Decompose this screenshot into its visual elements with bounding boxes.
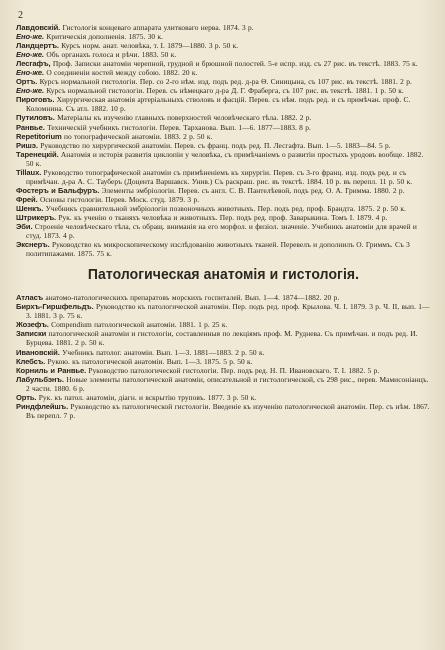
catalog-entry bbox=[16, 123, 431, 132]
entry-author: Штрикеръ. bbox=[16, 212, 57, 222]
catalog-entry bbox=[16, 23, 431, 32]
entry-author: Лабульбэнъ. bbox=[16, 374, 64, 384]
entry-author: Экснеръ. bbox=[16, 240, 50, 250]
catalog-entry bbox=[16, 77, 431, 86]
catalog-entry bbox=[16, 375, 431, 393]
entry-text: Проф. Записки анатоміи черепной, грудной и брюшной полостей. 5-е испр. изд. съ 27 рис. въ текстѣ. 1883. 75 к. bbox=[52, 59, 418, 69]
section-heading: Патологическая анатомія и гистологія. bbox=[87, 266, 360, 284]
entry-author: Ландцертъ. bbox=[16, 41, 59, 51]
entry-author: Корниль и Ранвье. bbox=[16, 365, 87, 375]
catalog-entry bbox=[16, 357, 431, 366]
entry-text: Учебникъ патолог. анатоміи. Вып. 1—3. 1881—1883. 2 р. 50 к. bbox=[62, 347, 265, 357]
entry-text: Руководство къ патологической гистологіи. Введеніе къ изученію патологической анатоміи. Пер. съ нѣм. 1867. Въ перепл. 7 р. bbox=[26, 401, 430, 420]
entry-text: Compendium патологической анатоміи. 1881. 1 р. 25 к. bbox=[51, 320, 228, 330]
entry-author: Жозефъ. bbox=[16, 320, 49, 330]
catalog-entry bbox=[16, 195, 431, 204]
entry-text: Рук. къ ученію о тканяхъ человѣка и животныхъ. Пер. подъ ред. проф. Заварыкина. Томъ І. 1879. 4 р. bbox=[58, 212, 388, 222]
catalog-entry bbox=[16, 186, 431, 195]
catalog-entry bbox=[16, 50, 431, 59]
entry-author: Бирхъ-Гиршфельдъ. bbox=[16, 302, 94, 312]
entry-text: по топографической анатоміи. 1883. 2 р. 50 к. bbox=[63, 131, 213, 141]
catalog-entry bbox=[16, 41, 431, 50]
entry-author: Фостеръ и Бальфуръ. bbox=[16, 185, 100, 195]
entry-author: Ортъ. bbox=[16, 77, 38, 87]
catalog-entry bbox=[16, 393, 431, 402]
entry-text: патологической анатоміи и гистологіи, составленныя по лекціямъ проф. М. Руднева. Съ примѣчан. и подъ ред. И. Бурцева. 1881. 2 р. 50 к. bbox=[26, 329, 418, 348]
catalog-entry bbox=[16, 59, 431, 68]
page-number: 2 bbox=[18, 10, 23, 21]
pathological-anatomy-section bbox=[16, 293, 431, 420]
catalog-entry bbox=[16, 293, 431, 302]
entry-text: анатомо-патологическихъ препаратовъ морскихъ госпиталей. Вып. 1—4. 1874—1882. 20 р. bbox=[45, 293, 340, 303]
catalog-entry bbox=[16, 204, 431, 213]
catalog-entry bbox=[16, 320, 431, 329]
entry-author: Ранвье. bbox=[16, 122, 45, 132]
entry-author: Ришэ. bbox=[16, 140, 38, 150]
catalog-entry bbox=[16, 222, 431, 240]
entry-author: Риндфлейшъ. bbox=[16, 401, 69, 411]
catalog-entry bbox=[16, 366, 431, 375]
entry-author: Лавдовскій. bbox=[16, 23, 61, 32]
entry-author: Орть. bbox=[16, 392, 37, 402]
catalog-entry bbox=[16, 150, 431, 168]
catalog-entry bbox=[16, 348, 431, 357]
entry-author: Пироговъ. bbox=[16, 95, 55, 105]
entry-text: Объ органахъ голоса и рѣчи. 1883. 50 к. bbox=[46, 50, 177, 60]
entry-text: Гистологія концеваго аппарата улитковаго нерва. 1874. 3 р. bbox=[62, 23, 254, 32]
entry-text: Рукою. къ патологической анатоміи. Вып. 1—3. 1875. 5 р. 50 к. bbox=[47, 356, 253, 366]
entry-author: Ено-же. bbox=[16, 86, 45, 96]
entry-text: Хирургическая анатомія артеріальныхъ стволовъ и фасцій. Перев. съ нѣм. подъ ред. и съ примѣчан. проф. С. Коломнина. Съ атл. 1882. 10 р. bbox=[26, 95, 411, 114]
entry-author: Фрей. bbox=[16, 194, 38, 204]
entry-text: Элементы эмбріологіи. Перев. съ англ. С. В. Пантелѣевой, подъ ред. О. А. Гримма. 1880. 2 р. bbox=[101, 185, 405, 195]
entry-text: Матеріалы къ изученію главныхъ поверхностей человѣческаго тѣла. 1882. 2 р. bbox=[57, 113, 312, 123]
entry-text: Техническій учебникъ гистологіи. Перев. Тарханова. Вып. 1—6. 1877—1883. 8 р. bbox=[47, 122, 311, 132]
catalog-entry bbox=[16, 402, 431, 420]
entry-text: Критическія дополненія. 1875. 30 к. bbox=[46, 32, 164, 42]
catalog-entry bbox=[16, 32, 431, 41]
catalog-entry bbox=[16, 168, 431, 186]
entry-author: Repetitorium bbox=[16, 131, 62, 141]
entry-author: Эби. bbox=[16, 222, 33, 232]
entry-text: Строеніе человѣческаго тѣла, съ обращ. вниманія на его морфол. и физіол. значеніе. Учебникъ анатоміи для врачей и студ. 1873. 4 р. bbox=[26, 222, 417, 241]
entry-text: Учебникъ сравнительной эмбріологіи позвоночныхъ животныхъ. Пер. подъ ред. проф. Брандта. 1875. 2 р. 50 к. bbox=[45, 203, 406, 213]
catalog-entry bbox=[16, 141, 431, 150]
entry-text: Курсъ нормальной гистологіи. Перев. съ нѣмецкаго д-ра Д. Г. Фраберга, съ 107 рис. въ текстѣ. 1881. 1 р. 50 к. bbox=[46, 86, 404, 96]
anatomy-histology-section bbox=[16, 23, 431, 258]
entry-text: Анатомія и исторія развитія циклопіи у человѣка, съ примѣчаніемъ о развитіи простыхъ уродовъ вообще. 1882. 50 к. bbox=[26, 149, 424, 168]
catalog-entry bbox=[16, 240, 431, 258]
entry-text: Рук. къ патол. анатоміи, діагн. и вскрытію труповъ. 1877. 3 р. 50 к. bbox=[38, 392, 257, 402]
entry-text: Курсъ нормальной гистологіи. Пер. со 2-го нѣм. изд. подъ ред. д-ра Ѳ. Синицына, съ 107 рис. въ текстѣ. 1881. 2 р. bbox=[39, 77, 412, 87]
catalog-entry bbox=[16, 95, 431, 113]
entry-text: Руководство топографической анатоміи съ примѣненіемъ къ хирургіи. Перев. съ 3-го франц. изд. подъ ред. и съ примѣчан. д-ра А. С. Тауберъ (Доцента Варшавск. Унив.) Съ раскраш. рис. въ текстѣ. 1884. 10 р. въ перепл. 11 р. 50 к. bbox=[26, 167, 413, 186]
entry-author: Ено-же. bbox=[16, 50, 45, 60]
entry-author: Клебсъ. bbox=[16, 356, 46, 366]
entry-author: Ивановскій. bbox=[16, 347, 60, 357]
entry-author: Путиловъ. bbox=[16, 113, 55, 123]
catalog-entry bbox=[16, 113, 431, 122]
catalog-entry bbox=[16, 68, 431, 77]
entry-text: Новые элементы патологической анатоміи, описательной и гистологической, съ 298 рис., перев. Мамисоніанцъ. 2 части. 1880. 6 р. bbox=[26, 374, 429, 393]
entry-text: Основы гистологіи. Перев. Моск. студ. 1879. 3 р. bbox=[39, 194, 200, 204]
catalog-entry bbox=[16, 302, 431, 320]
entry-author: Ено-же. bbox=[16, 32, 45, 42]
catalog-entry bbox=[16, 86, 431, 95]
catalog-entry bbox=[16, 132, 431, 141]
entry-text: Руководство патологической гистологіи. Пер. подъ ред. Н. П. Ивановскаго. Т. І. 1882. 5 р. bbox=[88, 365, 380, 375]
entry-author: Шенкъ. bbox=[16, 203, 44, 213]
catalog-entry bbox=[16, 329, 431, 347]
catalog-entry bbox=[16, 213, 431, 222]
entry-text: Руководство по хирургической анатоміи. Перев. съ франц. подъ ред. П. Лесгафта. Вып. 1—5. 1883—84. 5 р. bbox=[40, 140, 391, 150]
entry-author: Записки bbox=[16, 329, 47, 339]
entry-author: Лесгафъ, bbox=[16, 59, 51, 69]
entry-text: О соединеніи костей между собою. 1882. 20 к. bbox=[46, 68, 198, 78]
entry-author: Атласъ bbox=[16, 293, 44, 303]
entry-text: Курсъ норм. анат. человѣка, т. І. 1879—1880. 3 р. 50 к. bbox=[61, 41, 239, 51]
entry-author: Таренецкій. bbox=[16, 149, 59, 159]
entry-text: Руководство къ микроскопическому изслѣдованію животныхъ тканей. Перевелъ и дополнилъ О. Гриммъ. Съ 3 политипажами. 1875. 75 к. bbox=[26, 240, 410, 259]
entry-text: Руководство къ патологической анатоміи. Пер. подъ ред. проф. Крылова. Ч. І. 1879. 3 р. Ч. II, вып. 1—3. 1881. 3 р. 75 к. bbox=[26, 302, 430, 321]
entry-author: Ено-же. bbox=[16, 68, 45, 78]
entry-author: Tillaux. bbox=[16, 167, 42, 177]
